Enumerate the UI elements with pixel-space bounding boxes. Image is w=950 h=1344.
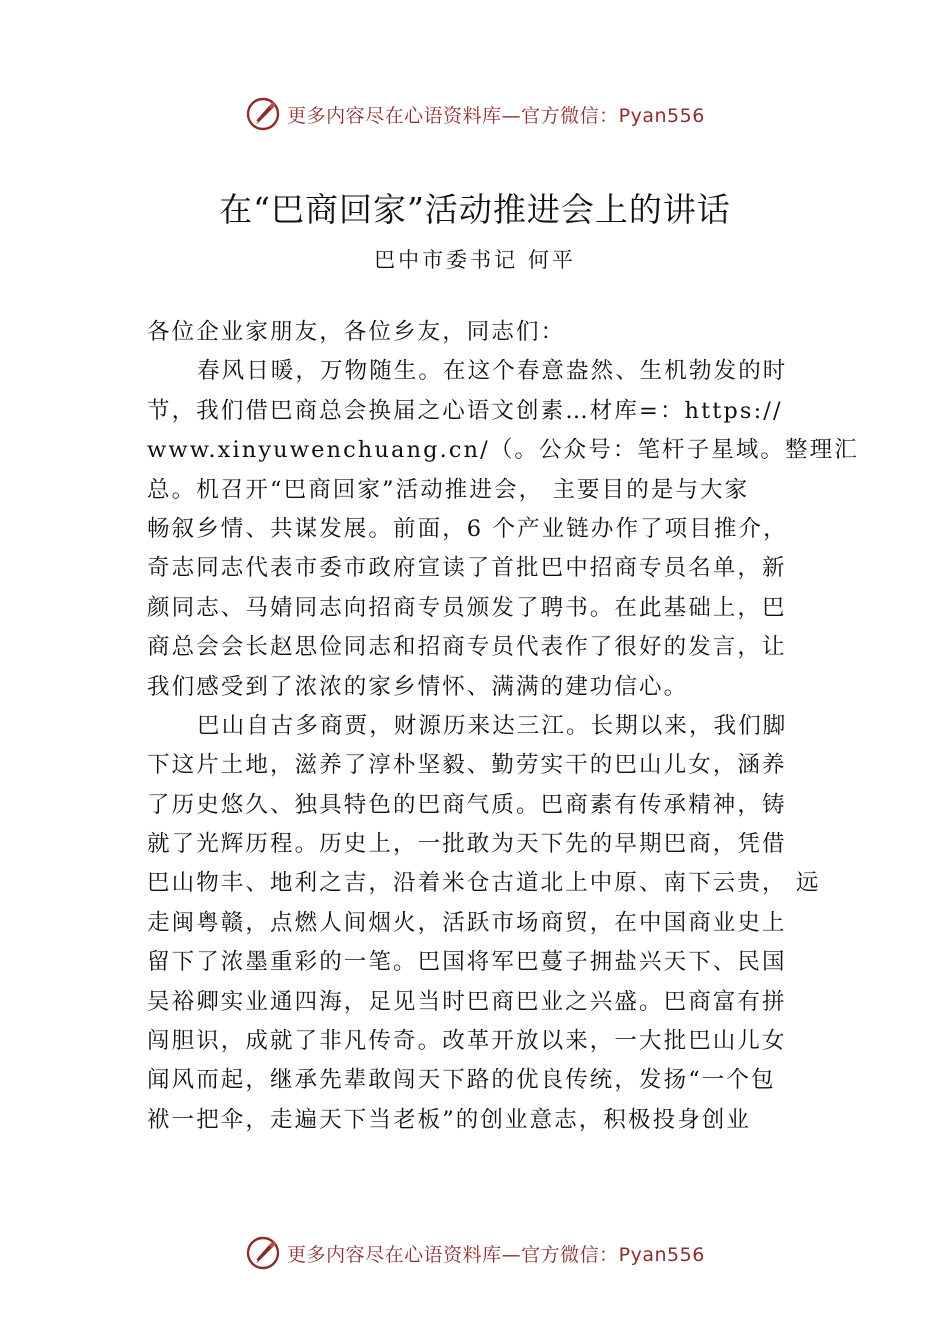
body-line: 我们感受到了浓浓的家乡情怀、满满的建功信心。 bbox=[147, 673, 689, 700]
body-line: 总。机召开“巴商回家”活动推进会， 主要目的是与大家 bbox=[147, 476, 750, 503]
body-line: 畅叙乡情、共谋发展。前面，6 个产业链办作了项目推介， bbox=[147, 515, 788, 542]
banner-text: 更多内容尽在心语资料库—官方微信：Pyan556 bbox=[287, 1243, 705, 1266]
body-line: 吴裕卿实业通四海，足见当时巴商巴业之兴盛。巴商富有拼 bbox=[147, 988, 787, 1015]
fountain-pen-logo-icon bbox=[245, 1235, 281, 1271]
top-banner bbox=[0, 92, 950, 136]
document-body bbox=[147, 313, 859, 1140]
body-line: 闯胆识，成就了非凡传奇。改革开放以来，一大批巴山儿女 bbox=[147, 1028, 787, 1055]
body-line: 走闽粤赣，点燃人间烟火，活跃市场商贸，在中国商业史上 bbox=[147, 909, 787, 936]
body-line: 就了光辉历程。历史上，一批敢为天下先的早期巴商，凭借 bbox=[147, 831, 787, 858]
body-line: 闻风而起，继承先辈敢闯天下路的优良传统，发扬“一个包 bbox=[147, 1067, 776, 1094]
body-line: 袱一把伞，走遍天下当老板”的创业意志，积极投身创业 bbox=[147, 1106, 752, 1133]
fountain-pen-logo-icon bbox=[245, 96, 281, 132]
body-line: 各位企业家朋友，各位乡友，同志们： bbox=[147, 319, 566, 345]
body-line: 下这片土地，滋养了淳朴坚毅、勤劳实干的巴山儿女，涵养 bbox=[147, 752, 787, 779]
banner-text: 更多内容尽在心语资料库—官方微信：Pyan556 bbox=[287, 104, 705, 127]
bottom-banner bbox=[0, 1231, 950, 1275]
document-title: 在“巴商回家”活动推进会上的讲话 bbox=[219, 190, 731, 229]
body-line: 商总会会长赵思俭同志和招商专员代表作了很好的发言，让 bbox=[147, 634, 787, 661]
body-line: 节，我们借巴商总会换届之心语文创素…材库=：https:// bbox=[147, 397, 783, 424]
body-line: 颜同志、马婧同志向招商专员颁发了聘书。在此基础上，巴 bbox=[147, 594, 787, 621]
body-line: 巴山物丰、地利之吉，沿着米仓古道北上中原、南下云贵， 远 bbox=[147, 870, 821, 897]
body-line: 留下了浓墨重彩的一笔。巴国将军巴蔓子拥盐兴天下、民国 bbox=[147, 949, 787, 976]
body-line: 了历史悠久、独具特色的巴商气质。巴商素有传承精神，铸 bbox=[147, 791, 787, 818]
body-line: 春风日暖，万物随生。在这个春意盎然、生机勃发的时 bbox=[197, 358, 788, 385]
body-line: 奇志同志代表市委市政府宣读了首批巴中招商专员名单，新 bbox=[147, 555, 787, 582]
body-line: 巴山自古多商贾，财源历来达三江。长期以来，我们脚 bbox=[197, 712, 788, 739]
body-line: www.xinyuwenchuang.cn/（。公众号：笔杆子星域。整理汇 bbox=[147, 437, 859, 464]
document-author: 巴中市委书记 何平 bbox=[374, 248, 576, 272]
